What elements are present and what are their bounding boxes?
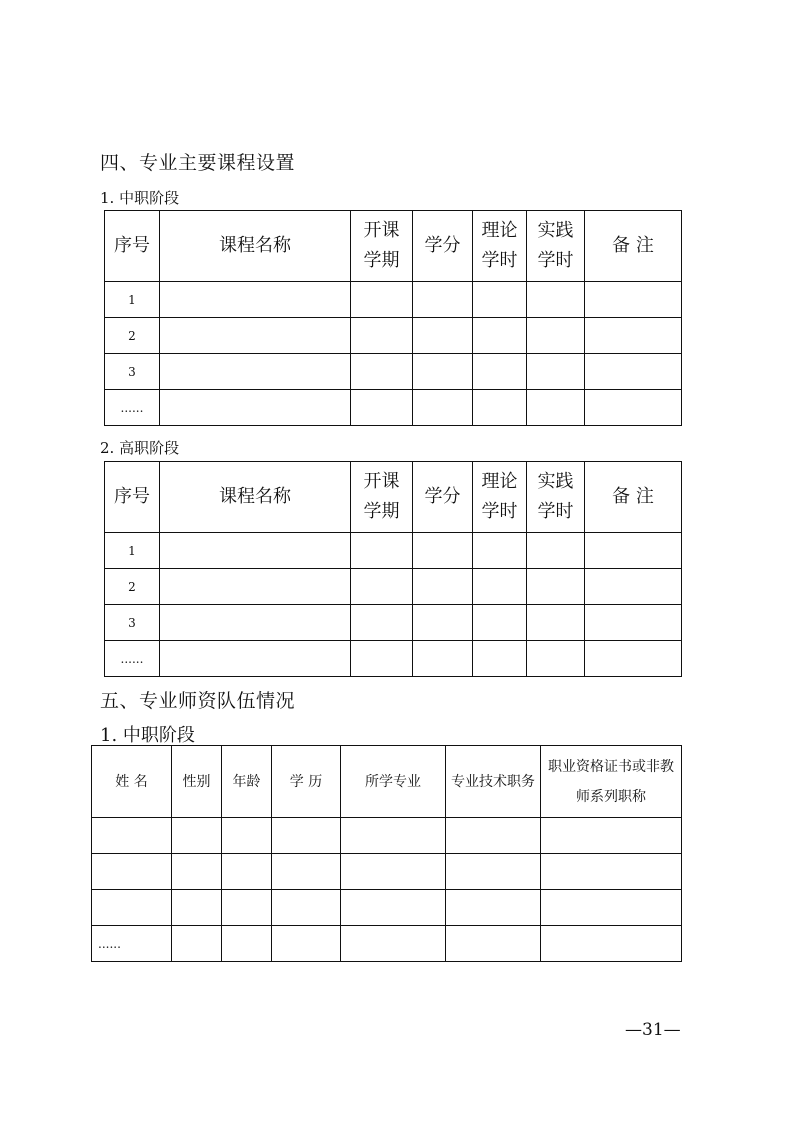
table-row bbox=[105, 533, 682, 569]
cell[interactable] bbox=[160, 605, 351, 641]
table-header-row bbox=[105, 462, 682, 533]
cell[interactable] bbox=[172, 890, 222, 926]
cell[interactable] bbox=[341, 854, 446, 890]
cell[interactable] bbox=[92, 854, 172, 890]
header-seq: 序号 bbox=[105, 211, 160, 282]
cell[interactable] bbox=[473, 569, 527, 605]
cell[interactable] bbox=[585, 569, 682, 605]
cell[interactable] bbox=[341, 926, 446, 962]
header-course-name: 课程名称 bbox=[160, 211, 351, 282]
teacher-table-secondary bbox=[91, 745, 682, 962]
cell[interactable] bbox=[341, 890, 446, 926]
cell[interactable] bbox=[473, 605, 527, 641]
cell[interactable] bbox=[473, 354, 527, 390]
cell[interactable] bbox=[351, 354, 413, 390]
cell[interactable] bbox=[92, 818, 172, 854]
cell[interactable] bbox=[172, 926, 222, 962]
cell[interactable] bbox=[413, 354, 473, 390]
cell[interactable] bbox=[160, 318, 351, 354]
cell[interactable] bbox=[272, 926, 341, 962]
cell[interactable] bbox=[585, 282, 682, 318]
header-gender: 性别 bbox=[172, 746, 222, 818]
header-theory-hours: 理论 学时 bbox=[473, 211, 527, 282]
cell[interactable] bbox=[351, 641, 413, 677]
table-header-row bbox=[105, 211, 682, 282]
row-seq: 1 bbox=[105, 533, 160, 569]
section-5-stage-1-title: 1. 中职阶段 bbox=[100, 725, 195, 746]
cell[interactable] bbox=[160, 533, 351, 569]
cell[interactable] bbox=[473, 318, 527, 354]
page-number: —31— bbox=[625, 1020, 681, 1040]
header-seq: 序号 bbox=[105, 462, 160, 533]
cell[interactable] bbox=[473, 390, 527, 426]
table-row bbox=[105, 282, 682, 318]
cell[interactable] bbox=[541, 854, 682, 890]
table-row bbox=[92, 818, 682, 854]
cell[interactable] bbox=[541, 890, 682, 926]
cell[interactable] bbox=[527, 569, 585, 605]
cell[interactable] bbox=[527, 318, 585, 354]
header-term: 开课 学期 bbox=[351, 462, 413, 533]
header-credit: 学分 bbox=[413, 211, 473, 282]
header-tech-title: 专业技术职务 bbox=[446, 746, 541, 818]
cell[interactable] bbox=[527, 605, 585, 641]
header-practice-hours: 实践 学时 bbox=[527, 462, 585, 533]
cell[interactable] bbox=[351, 318, 413, 354]
cell[interactable] bbox=[351, 569, 413, 605]
header-major: 所学专业 bbox=[341, 746, 446, 818]
cell[interactable] bbox=[527, 533, 585, 569]
table-row bbox=[105, 569, 682, 605]
row-ellipsis: ...... bbox=[92, 926, 172, 962]
cell[interactable] bbox=[585, 641, 682, 677]
header-theory-hours: 理论 学时 bbox=[473, 462, 527, 533]
table-header-row bbox=[92, 746, 682, 818]
header-practice-hours: 实践 学时 bbox=[527, 211, 585, 282]
cell[interactable] bbox=[160, 569, 351, 605]
header-remark: 备 注 bbox=[585, 462, 682, 533]
cell[interactable] bbox=[527, 641, 585, 677]
cell[interactable] bbox=[413, 569, 473, 605]
table-row bbox=[105, 605, 682, 641]
cell[interactable] bbox=[527, 390, 585, 426]
cell[interactable] bbox=[272, 890, 341, 926]
table-row bbox=[92, 854, 682, 890]
cell[interactable] bbox=[160, 282, 351, 318]
cell[interactable] bbox=[351, 282, 413, 318]
table-row bbox=[105, 318, 682, 354]
cell[interactable] bbox=[222, 926, 272, 962]
cell[interactable] bbox=[413, 641, 473, 677]
cell[interactable] bbox=[172, 854, 222, 890]
section-4-title: 四、专业主要课程设置 bbox=[100, 152, 296, 174]
cell[interactable] bbox=[541, 926, 682, 962]
cell[interactable] bbox=[413, 282, 473, 318]
header-remark: 备 注 bbox=[585, 211, 682, 282]
cell[interactable] bbox=[585, 318, 682, 354]
header-term: 开课 学期 bbox=[351, 211, 413, 282]
section-4-stage-1-title: 1. 中职阶段 bbox=[100, 189, 180, 207]
cell[interactable] bbox=[473, 533, 527, 569]
table-row bbox=[92, 890, 682, 926]
course-table-higher bbox=[104, 461, 682, 677]
header-age: 年龄 bbox=[222, 746, 272, 818]
cell[interactable] bbox=[351, 605, 413, 641]
cell[interactable] bbox=[527, 282, 585, 318]
header-education: 学 历 bbox=[272, 746, 341, 818]
cell[interactable] bbox=[446, 890, 541, 926]
cell[interactable] bbox=[585, 354, 682, 390]
cell[interactable] bbox=[585, 533, 682, 569]
row-seq: 3 bbox=[105, 354, 160, 390]
cell[interactable] bbox=[351, 390, 413, 426]
header-course-name: 课程名称 bbox=[160, 462, 351, 533]
cell[interactable] bbox=[446, 818, 541, 854]
cell[interactable] bbox=[473, 641, 527, 677]
header-qualification: 职业资格证书或非教 师系列职称 bbox=[541, 746, 682, 818]
cell[interactable] bbox=[413, 318, 473, 354]
cell[interactable] bbox=[413, 390, 473, 426]
row-seq: 3 bbox=[105, 605, 160, 641]
header-teacher-name: 姓 名 bbox=[92, 746, 172, 818]
cell[interactable] bbox=[585, 390, 682, 426]
cell[interactable] bbox=[413, 605, 473, 641]
cell[interactable] bbox=[341, 818, 446, 854]
cell[interactable] bbox=[92, 890, 172, 926]
cell[interactable] bbox=[160, 390, 351, 426]
cell[interactable] bbox=[541, 818, 682, 854]
cell[interactable] bbox=[473, 282, 527, 318]
cell[interactable] bbox=[351, 533, 413, 569]
table-row bbox=[105, 354, 682, 390]
cell[interactable] bbox=[160, 641, 351, 677]
row-seq: 2 bbox=[105, 318, 160, 354]
cell[interactable] bbox=[527, 354, 585, 390]
row-seq: ...... bbox=[105, 641, 160, 677]
cell[interactable] bbox=[446, 854, 541, 890]
cell[interactable] bbox=[172, 818, 222, 854]
course-table-secondary bbox=[104, 210, 682, 426]
cell[interactable] bbox=[272, 854, 341, 890]
cell[interactable] bbox=[160, 354, 351, 390]
row-seq: 2 bbox=[105, 569, 160, 605]
row-seq: 1 bbox=[105, 282, 160, 318]
table-row bbox=[105, 390, 682, 426]
cell[interactable] bbox=[446, 926, 541, 962]
cell[interactable] bbox=[222, 854, 272, 890]
cell[interactable] bbox=[585, 605, 682, 641]
row-seq: ...... bbox=[105, 390, 160, 426]
table-row bbox=[92, 926, 682, 962]
cell[interactable] bbox=[272, 818, 341, 854]
table-row bbox=[105, 641, 682, 677]
cell[interactable] bbox=[222, 890, 272, 926]
cell[interactable] bbox=[222, 818, 272, 854]
section-4-stage-2-title: 2. 高职阶段 bbox=[100, 439, 180, 457]
cell[interactable] bbox=[413, 533, 473, 569]
section-5-title: 五、专业师资队伍情况 bbox=[100, 690, 296, 712]
header-credit: 学分 bbox=[413, 462, 473, 533]
